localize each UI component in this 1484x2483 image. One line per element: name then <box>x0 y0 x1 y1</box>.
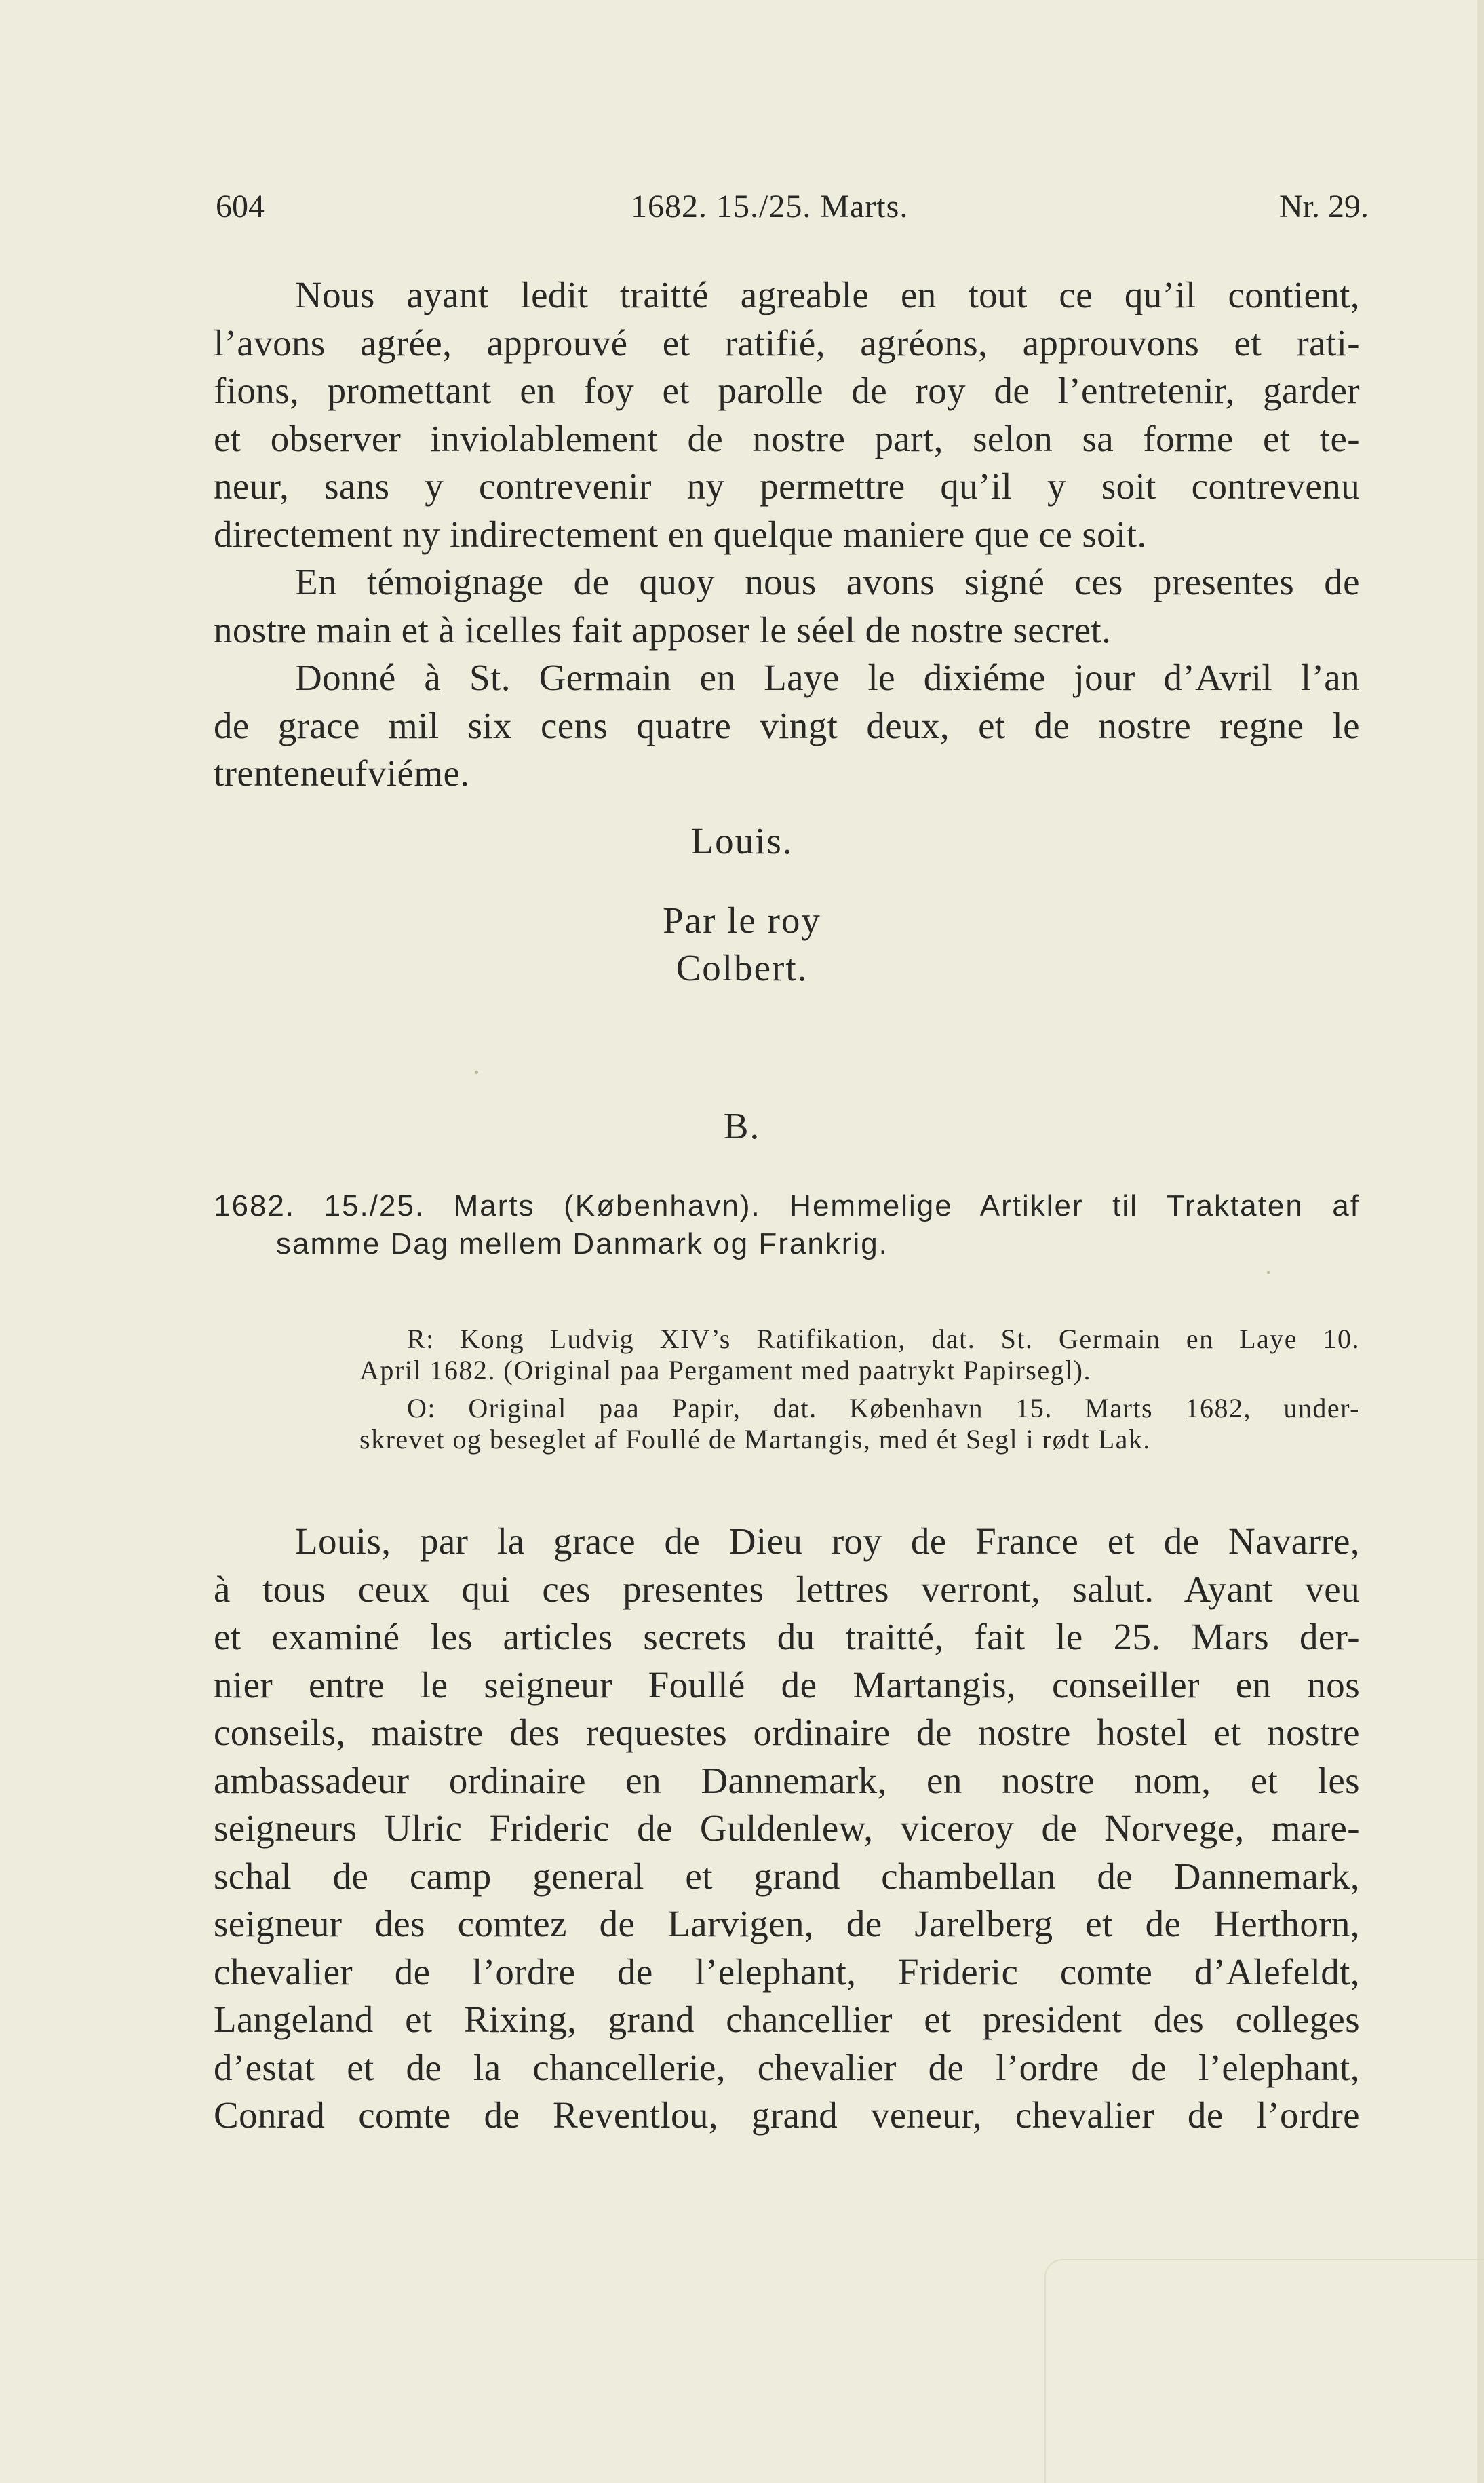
text-line: Donné à St. Germain en Laye le dixiéme jour d’Avril l’an <box>295 657 1360 698</box>
note-line: O: Original paa Papir, dat. København 15. Marts 1682, under- <box>407 1393 1360 1423</box>
paper-fold-mark <box>1044 2259 1484 2483</box>
section-title-line: samme Dag mellem Danmark og Frankrig. <box>276 1227 889 1260</box>
page-edge <box>1477 0 1484 2483</box>
text-line: à tous ceux qui ces presentes lettres verront, salut. Ayant veu <box>214 1568 1360 1610</box>
text-line: Langeland et Rixing, grand chancellier et president des colleges <box>214 1999 1360 2040</box>
note-line: R: Kong Ludvig XIV’s Ratifikation, dat. St. Germain en Laye 10. <box>407 1324 1360 1354</box>
witness-paragraph <box>214 558 1360 654</box>
text-line: l’avons agrée, approuvé et ratifié, agréons, approuvons et rati- <box>214 322 1360 364</box>
text-line: ambassadeur ordinaire en Dannemark, en nostre nom, et les <box>214 1759 1360 1801</box>
text-line: nostre main et à icelles fait apposer le séel de nostre secret. <box>214 609 1112 651</box>
text-line: et examiné les articles secrets du traitté, fait le 25. Mars der- <box>214 1616 1360 1657</box>
text-line: chevalier de l’ordre de l’elephant, Frideric comte d’Alefeldt, <box>214 1950 1360 1993</box>
running-header <box>216 183 1369 231</box>
text-line: fions, promettant en foy et parolle de roy de l’entretenir, garder <box>214 370 1360 411</box>
text-line: conseils, maistre des requestes ordinaire de nostre hostel et nostre <box>214 1712 1360 1753</box>
signature-king: Louis. <box>690 820 794 862</box>
dating-paragraph <box>214 654 1360 798</box>
text-line: En témoignage de quoy nous avons signé ces presentes de <box>295 561 1360 602</box>
text-line: seigneur des comtez de Larvigen, de Jarelberg et de Herthorn, <box>214 1903 1360 1944</box>
source-note-o <box>359 1393 1360 1455</box>
header-date: 1682. 15./25. Marts. <box>631 189 909 225</box>
text-line: schal de camp general et grand chambellan de Dannemark, <box>214 1855 1360 1897</box>
text-line: Louis, par la grace de Dieu roy de France et de Navarre, <box>295 1520 1360 1562</box>
paper-speck <box>475 1071 478 1074</box>
text-line: trenteneufviéme. <box>214 752 470 794</box>
page-number: 604 <box>216 189 265 225</box>
signature-minister: Colbert. <box>676 947 808 988</box>
text-line: d’estat et de la chancellerie, chevalier de l’ordre de l’elephant, <box>214 2046 1360 2088</box>
note-line: April 1682. (Original paa Pergament med paatrykt Papirsegl). <box>359 1355 1092 1385</box>
header-document-number: Nr. 29. <box>1279 189 1369 225</box>
text-line: et observer inviolablement de nostre part, selon sa forme et te- <box>214 417 1360 459</box>
section-title-line: 1682. 15./25. Marts (København). Hemmelige Artikler til Traktaten af <box>214 1189 1360 1223</box>
paper-speck <box>1267 1271 1270 1274</box>
letter-paragraph <box>214 1518 1360 2140</box>
text-line: de grace mil six cens quatre vingt deux, et de nostre regne le <box>214 704 1360 746</box>
text-line: seigneurs Ulric Frideric de Guldenlew, viceroy de Norvege, mare- <box>214 1807 1360 1849</box>
text-line: directement ny indirectement en quelque maniere que ce soit. <box>214 513 1147 555</box>
source-note-r <box>359 1324 1360 1386</box>
section-letter: B. <box>723 1105 761 1147</box>
text-line: neur, sans y contrevenir ny permettre qu’il y soit contrevenu <box>214 465 1360 507</box>
text-line: Nous ayant ledit traitté agreable en tout ce qu’il contient, <box>295 274 1360 315</box>
section-title <box>214 1187 1360 1263</box>
text-line: nier entre le seigneur Foullé de Martangis, conseiller en nos <box>214 1663 1360 1706</box>
signature-by-order: Par le roy <box>663 900 821 941</box>
note-line: skrevet og beseglet af Foullé de Martangis, med ét Segl i rødt Lak. <box>359 1424 1151 1455</box>
text-line: Conrad comte de Reventlou, grand veneur, chevalier de l’ordre <box>214 2094 1360 2136</box>
ratification-paragraph <box>214 271 1360 558</box>
